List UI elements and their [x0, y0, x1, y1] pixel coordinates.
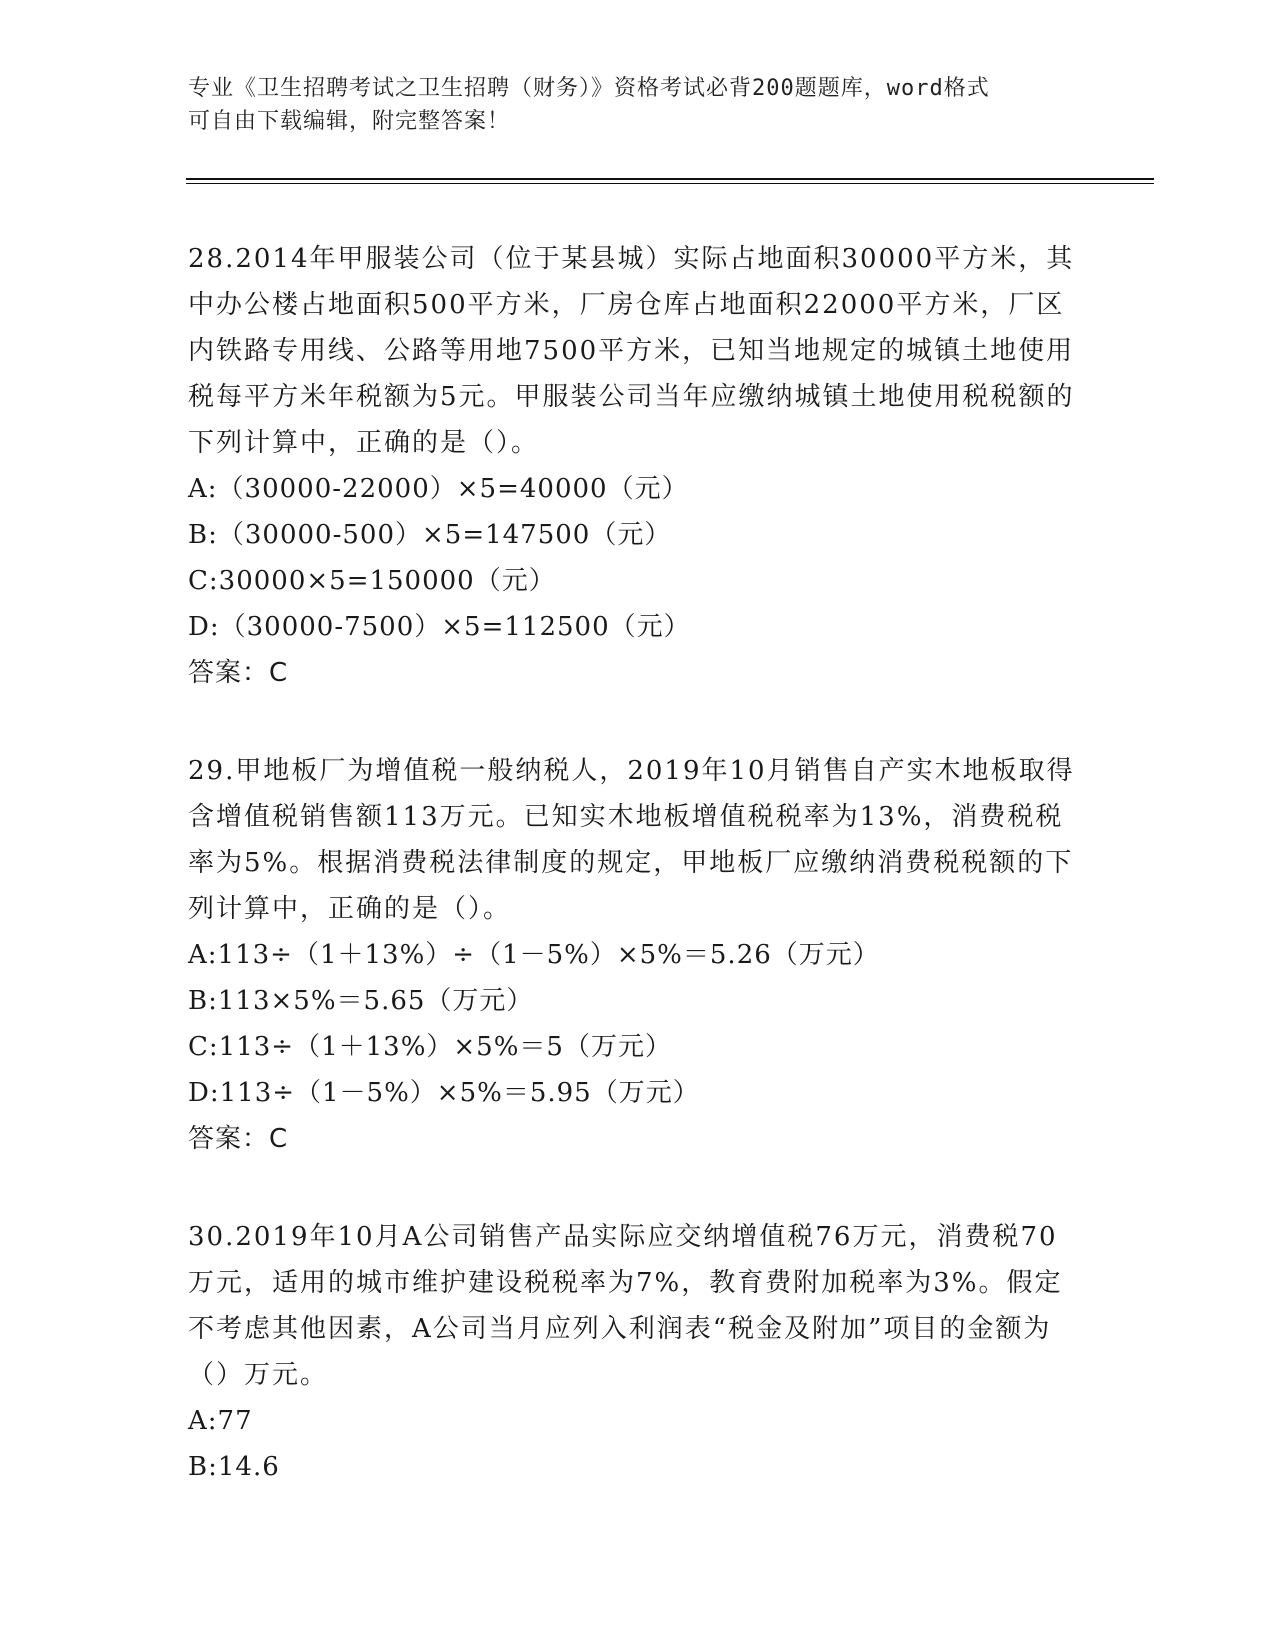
option-a: A:113÷（1＋13%）÷（1－5%）×5%＝5.26（万元） — [188, 940, 880, 970]
answer-text: 答案：C — [188, 658, 289, 688]
question-29 — [188, 748, 1088, 1162]
header-divider — [186, 178, 1154, 180]
document-header — [188, 72, 1088, 138]
question-stem: 30.2019年10月A公司销售产品实际应交纳增值税76万元，消费税70万元，适用的城市维护建设税税率为7%，教育费附加税率为3%。假定不考虑其他因素，A公司当月应列入利润表“税金及附加”项目的金额为（）万元。 — [188, 1222, 1063, 1390]
header-title-line-1: 专业《卫生招聘考试之卫生招聘（财务）》资格考试必背200题题库，word格式 — [188, 76, 990, 101]
question-stem: 29.甲地板厂为增值税一般纳税人，2019年10月销售自产实木地板取得含增值税销售额113万元。已知实木地板增值税税率为13%，消费税税率为5%。根据消费税法律制度的规定，甲地板厂应缴纳消费税税额的下列计算中，正确的是（）。 — [188, 756, 1075, 924]
option-d: D:（30000-7500）×5=112500（元） — [188, 612, 691, 642]
option-c: C:30000×5=150000（元） — [188, 566, 556, 596]
option-d: D:113÷（1－5%）×5%＝5.95（万元） — [188, 1078, 700, 1108]
header-title-line-2: 可自由下载编辑，附完整答案！ — [188, 109, 511, 134]
option-b: B:（30000-500）×5=147500（元） — [188, 520, 672, 550]
option-b: B:14.6 — [188, 1452, 280, 1482]
header-divider-thin — [186, 183, 1154, 184]
option-b: B:113×5%＝5.65（万元） — [188, 986, 534, 1016]
option-a: A:77 — [188, 1406, 253, 1436]
question-30 — [188, 1214, 1088, 1490]
question-list — [188, 236, 1088, 1542]
answer-text: 答案：C — [188, 1124, 289, 1154]
question-stem: 28.2014年甲服装公司（位于某县城）实际占地面积30000平方米，其中办公楼占地面积500平方米，厂房仓库占地面积22000平方米，厂区内铁路专用线、公路等用地7500平方米，已知当地规定的城镇土地使用税每平方米年税额为5元。甲服装公司当年应缴纳城镇土地使用税税额的下列计算中，正确的是（）。 — [188, 244, 1075, 458]
option-a: A:（30000-22000）×5=40000（元） — [188, 474, 689, 504]
question-28 — [188, 236, 1088, 696]
option-c: C:113÷（1＋13%）×5%＝5（万元） — [188, 1032, 672, 1062]
